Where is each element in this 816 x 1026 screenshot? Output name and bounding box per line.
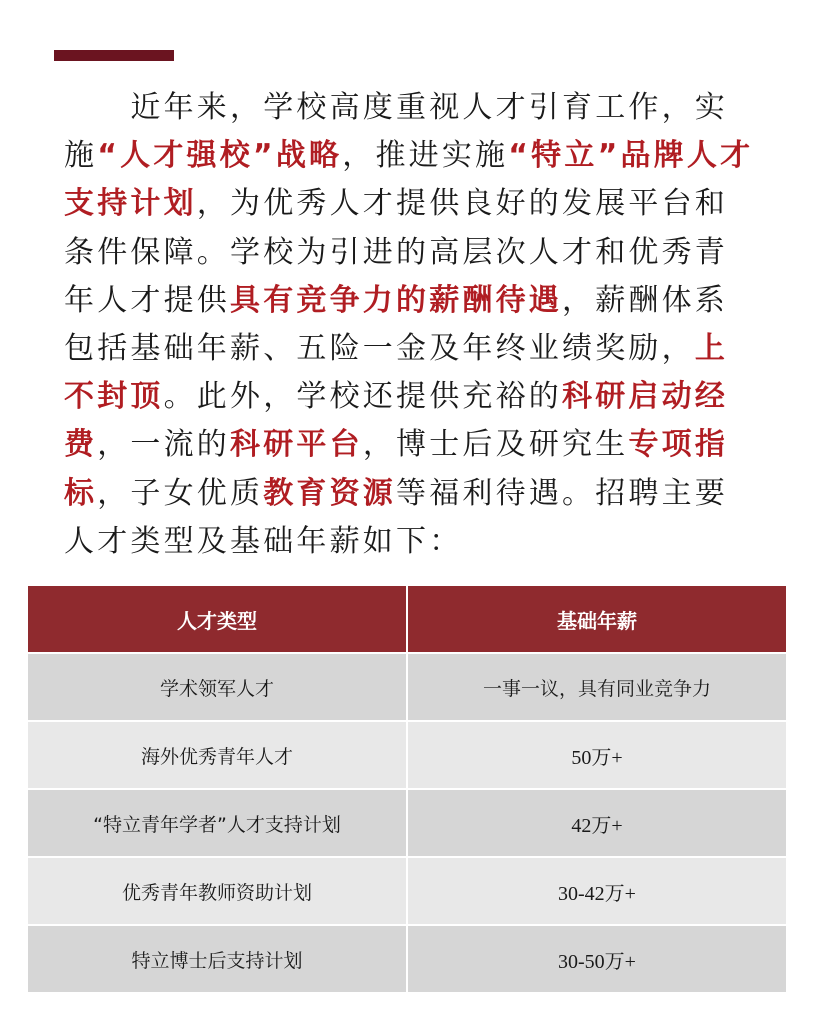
- talent-type-cell: 学术领军人才: [28, 653, 407, 721]
- para-highlight: 上不封顶: [64, 331, 729, 415]
- para-seg: ，推进实施: [342, 138, 509, 174]
- para-highlight: 教育资源: [263, 475, 397, 511]
- para-highlight: 科研平台: [230, 427, 363, 463]
- header-talent-type: 人才类型: [28, 586, 407, 653]
- salary-table: [28, 586, 786, 994]
- salary-cell: 30-42万+: [407, 857, 786, 925]
- salary-cell: 30-50万+: [407, 925, 786, 993]
- talent-type-cell: “特立青年学者”人才支持计划: [28, 789, 407, 857]
- para-seg: 近年来，学校高度重视人才引育工作，实施: [64, 90, 728, 174]
- table-header-row: [28, 586, 786, 653]
- para-seg: 等福利待遇。招聘主要人才类型及基础年薪如下：: [64, 475, 729, 559]
- para-highlight: “特立”品牌人才支持计划: [64, 138, 754, 222]
- salary-cell: 50万+: [407, 721, 786, 789]
- para-highlight: 具有竞争力的薪酬待遇: [230, 282, 562, 318]
- salary-cell: 一事一议，具有同业竞争力: [407, 653, 786, 721]
- salary-table-wrap: [28, 586, 786, 994]
- para-seg: ，一流的: [97, 427, 231, 463]
- header-base-salary: 基础年薪: [407, 586, 786, 653]
- table-row: [28, 857, 786, 925]
- para-seg: 。此外，学校还提供充裕的: [163, 379, 563, 415]
- para-highlight: “人才强校”战略: [97, 138, 343, 174]
- table-row: [28, 721, 786, 789]
- accent-bar: [54, 50, 174, 61]
- table-row: [28, 925, 786, 993]
- para-highlight: 专项指标: [64, 427, 729, 511]
- talent-type-cell: 海外优秀青年人才: [28, 721, 407, 789]
- para-seg: ，薪酬体系包括基础年薪、五险一金及年终业绩奖励，: [64, 282, 728, 367]
- para-seg: ，子女优质: [97, 475, 264, 511]
- para-highlight: 科研启动经费: [64, 379, 729, 463]
- talent-type-cell: 特立博士后支持计划: [28, 925, 407, 993]
- salary-cell: 42万+: [407, 789, 786, 857]
- talent-type-cell: 优秀青年教师资助计划: [28, 857, 407, 925]
- table-row: [28, 789, 786, 857]
- intro-paragraph: [64, 84, 754, 566]
- para-seg: ，博士后及研究生: [362, 427, 629, 463]
- table-row: [28, 653, 786, 721]
- para-seg: ，为优秀人才提供良好的发展平台和条件保障。学校为引进的高层次人才和优秀青年人才提供: [64, 186, 729, 318]
